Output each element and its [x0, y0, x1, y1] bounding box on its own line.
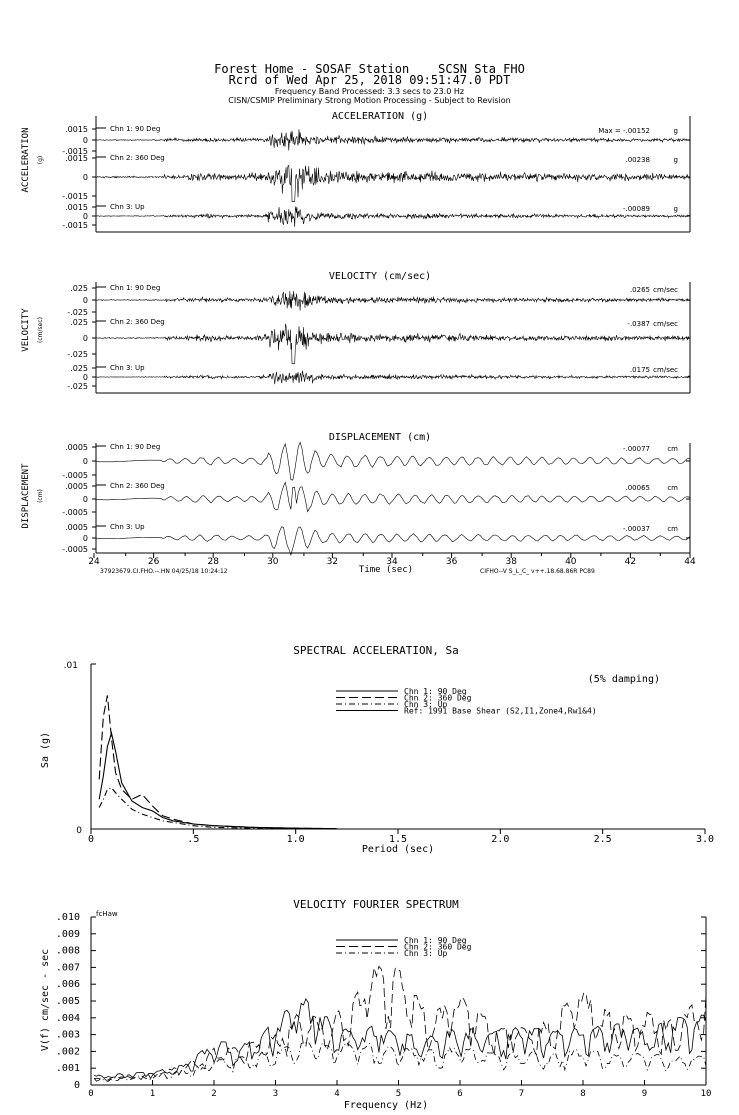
fs-ytick-label: .005 — [55, 996, 80, 1007]
acc-yunit: (g) — [37, 155, 44, 165]
record-date-title: Rcrd of Wed Apr 25, 2018 09:51:47.0 PDT — [228, 73, 511, 87]
disp-tick-label: 0 — [82, 495, 88, 504]
acc-tick-label: -.0015 — [62, 221, 88, 230]
sa-damping-note: (5% damping) — [587, 674, 660, 685]
sa-xtick-label: .5 — [187, 834, 200, 845]
disp-tick-label: -.0005 — [62, 508, 88, 517]
disp-tick-label: -.0005 — [62, 545, 88, 554]
time-tick-label: 26 — [147, 557, 160, 567]
acc-tick-label: .0015 — [65, 203, 88, 212]
sa-ytick-label: .01 — [63, 661, 78, 671]
disp-channel-label: Chn 3: Up — [110, 523, 145, 531]
acc-tick-label: 0 — [82, 212, 88, 221]
vel-unit-label: cm/sec — [653, 366, 678, 374]
acc-title: ACCELERATION (g) — [331, 111, 429, 122]
disp-tick-label: 0 — [82, 534, 88, 543]
fs-xtick-label: 0 — [88, 1089, 94, 1099]
fs-ytick-label: .008 — [55, 945, 80, 957]
fs-ytick-label: .010 — [55, 912, 80, 923]
acc-trace — [96, 206, 690, 226]
vel-panel — [96, 291, 690, 384]
sa-xtick-label: 0 — [87, 834, 95, 845]
vel-tick-label: 0 — [82, 334, 88, 343]
sa-legend-label: Chn 1: 90 Deg — [404, 687, 467, 696]
disp-trace — [96, 482, 690, 511]
record-id-footer: 37923679.CI.FHO.--.HN 04/25/18 10:24:12 — [100, 568, 228, 575]
sa-series-line — [99, 733, 336, 828]
fs-title: VELOCITY FOURIER SPECTRUM — [293, 898, 459, 911]
vel-max-label: -.0387 — [627, 320, 650, 328]
acc-tick-label: 0 — [82, 136, 88, 145]
disp-ylabel: DISPLACEMENT — [21, 463, 31, 529]
fs-xtick-label: 10 — [700, 1089, 712, 1099]
sa-xtick-label: 2.0 — [491, 834, 510, 845]
vel-trace — [96, 291, 690, 310]
disp-max-label: -.00037 — [622, 525, 650, 533]
processing-note: CISN/CSMIP Preliminary Strong Motion Processing - Subject to Revision — [228, 96, 511, 105]
time-tick-label: 36 — [445, 557, 458, 567]
fs-ytick-label: .007 — [55, 962, 80, 974]
time-axis-label: Time (sec) — [358, 565, 414, 575]
acc-tick-label: -.0015 — [62, 192, 88, 201]
vel-tick-label: -.025 — [67, 350, 88, 359]
sa-ylabel: Sa (g) — [40, 731, 51, 769]
disp-tick-label: .0005 — [65, 482, 88, 491]
disp-tick-label: -.0005 — [62, 471, 88, 480]
disp-channel-label: Chn 1: 90 Deg — [110, 443, 161, 451]
fs-ytick-label: .001 — [55, 1063, 80, 1075]
processing-id-footer: CIFHO--V S_L_C_ v++.18.68.86R PC89 — [480, 568, 595, 575]
acc-panel — [96, 129, 690, 227]
vel-unit-label: cm/sec — [653, 286, 678, 294]
disp-unit-label: cm — [667, 525, 678, 533]
time-tick-label: 24 — [88, 557, 100, 567]
acc-channel-label: Chn 2: 360 Deg — [110, 154, 165, 162]
disp-tick-label: .0005 — [65, 523, 88, 532]
record-station-title: Forest Home - SOSAF Station SCSN Sta FHO — [214, 62, 525, 76]
time-tick-label: 40 — [565, 557, 577, 567]
vel-yunit: (cm/sec) — [37, 317, 44, 343]
acc-unit-label: g — [673, 127, 678, 135]
disp-unit-label: cm — [667, 445, 678, 453]
time-tick-label: 44 — [684, 557, 696, 567]
time-tick-label: 28 — [207, 557, 219, 567]
disp-unit-label: cm — [667, 484, 678, 492]
fs-corner-label: fcHaw — [96, 910, 118, 918]
disp-tick-label: .0005 — [65, 443, 88, 452]
acc-max-label: -.00089 — [622, 205, 650, 213]
sa-xtick-label: 1.0 — [286, 834, 305, 845]
acc-unit-label: g — [673, 205, 678, 213]
fs-xtick-label: 6 — [457, 1089, 463, 1099]
fs-ytick-label: 0 — [73, 1080, 80, 1091]
fs-xtick-label: 3 — [272, 1089, 279, 1099]
fs-xtick-label: 7 — [518, 1089, 525, 1099]
sa-legend-label: Ref: 1991 Base Shear (S2,I1,Zone4,Rw1&4) — [404, 706, 597, 716]
disp-trace — [96, 442, 690, 480]
fs-ylabel: V(f) cm/sec - sec — [40, 948, 51, 1052]
time-tick-label: 34 — [386, 557, 398, 567]
vel-tick-label: -.025 — [67, 308, 88, 317]
time-tick-label: 42 — [624, 557, 637, 567]
sa-ytick-label: 0 — [76, 826, 82, 836]
sa-xlabel: Period (sec) — [361, 844, 435, 855]
vel-max-label: .0175 — [629, 366, 650, 374]
time-tick-label: 38 — [505, 557, 517, 567]
vel-tick-label: .025 — [70, 318, 88, 327]
sa-series-line — [99, 788, 296, 829]
disp-max-label: .00065 — [625, 484, 650, 492]
time-tick-label: 30 — [267, 557, 279, 567]
disp-channel-label: Chn 2: 360 Deg — [110, 482, 165, 490]
fs-ytick-label: .003 — [55, 1029, 80, 1041]
acc-tick-label: -.0015 — [62, 147, 88, 156]
vel-channel-label: Chn 2: 360 Deg — [110, 318, 165, 326]
fs-xtick-label: 1 — [149, 1089, 156, 1099]
disp-max-label: -.00077 — [622, 445, 650, 453]
acc-tick-label: .0015 — [65, 125, 88, 134]
acc-channel-label: Chn 1: 90 Deg — [110, 125, 161, 133]
vel-tick-label: .025 — [70, 364, 88, 373]
vel-tick-label: 0 — [82, 373, 88, 382]
acc-unit-label: g — [673, 156, 678, 164]
fs-ytick-label: .009 — [55, 928, 80, 940]
disp-panel — [96, 442, 690, 555]
time-tick-label: 32 — [326, 557, 339, 567]
acc-trace — [96, 165, 690, 201]
fs-legend-label: Chn 2: 360 Deg — [404, 942, 472, 952]
acc-tick-label: .0015 — [65, 154, 88, 163]
vel-trace — [96, 371, 690, 385]
vel-tick-label: .025 — [70, 284, 88, 293]
fs-series-line — [94, 1042, 706, 1082]
fs-xtick-label: 9 — [641, 1089, 648, 1099]
sa-xtick-label: 3.0 — [695, 834, 715, 845]
vel-unit-label: cm/sec — [653, 320, 678, 328]
acc-channel-label: Chn 3: Up — [110, 203, 145, 211]
vel-title: VELOCITY (cm/sec) — [328, 271, 432, 282]
fs-xlabel: Frequency (Hz) — [343, 1100, 429, 1111]
sa-title: SPECTRAL ACCELERATION, Sa — [293, 644, 459, 657]
vel-ylabel: VELOCITY — [21, 308, 31, 352]
acc-max-label: .00238 — [625, 156, 650, 164]
disp-trace — [96, 527, 690, 555]
acc-max-label: Max = -.00152 — [598, 127, 650, 135]
sa-legend-label: Chn 3: Up — [404, 700, 448, 709]
vel-tick-label: 0 — [82, 296, 88, 305]
disp-yunit: (cm) — [37, 489, 44, 503]
fs-ytick-label: .006 — [55, 979, 80, 991]
acc-tick-label: 0 — [82, 173, 88, 182]
fs-xtick-label: 8 — [580, 1089, 586, 1099]
disp-title: DISPLACEMENT (cm) — [328, 432, 432, 443]
sa-legend-label: Chn 2: 360 Deg — [404, 693, 472, 703]
vel-tick-label: -.025 — [67, 382, 88, 391]
vel-max-label: .0265 — [629, 286, 650, 294]
fs-ytick-label: .002 — [55, 1046, 80, 1058]
fs-legend-label: Chn 3: Up — [404, 949, 448, 958]
fs-xtick-label: 2 — [211, 1089, 217, 1099]
fs-xtick-label: 5 — [395, 1089, 402, 1099]
frequency-band-note: Frequency Band Processed: 3.3 secs to 23.0 Hz — [274, 87, 465, 96]
vel-channel-label: Chn 1: 90 Deg — [110, 284, 161, 292]
vel-trace — [96, 324, 690, 364]
acc-ylabel: ACCELERATION — [21, 127, 31, 193]
sa-xtick-label: 2.5 — [593, 834, 612, 845]
vel-channel-label: Chn 3: Up — [110, 364, 145, 372]
sa-series-line — [99, 695, 336, 828]
fs-xtick-label: 4 — [334, 1089, 340, 1099]
sa-xtick-label: 1.5 — [388, 834, 408, 845]
disp-tick-label: 0 — [82, 457, 88, 466]
fs-ytick-label: .004 — [55, 1012, 80, 1024]
fs-legend-label: Chn 1: 90 Deg — [404, 936, 467, 945]
